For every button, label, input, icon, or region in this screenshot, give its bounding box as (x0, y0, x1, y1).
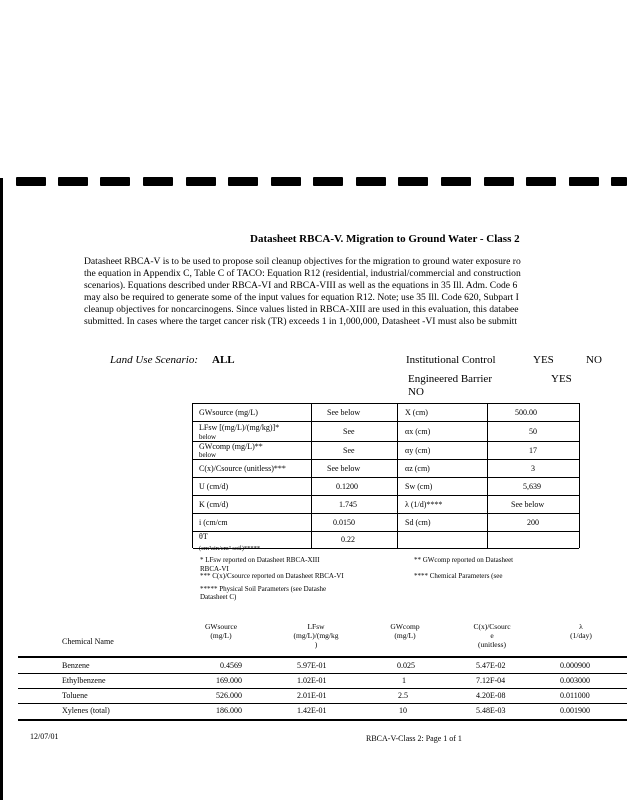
row-rule (18, 703, 627, 704)
param-label: K (cm/d) (199, 499, 229, 509)
engineered-barrier-label: Engineered Barrier (408, 373, 492, 385)
institutional-control-label: Institutional Control (406, 354, 496, 366)
parameter-table (192, 403, 580, 552)
perforation-dash (526, 177, 556, 186)
header-line: (mg/L)/(mg/kg (293, 631, 339, 640)
intro-line: cleanup objectives for noncarcinogens. Since values listed in RBCA-XIII are used in this evaluation, this databee (84, 304, 519, 316)
gw-source-value: 526.000 (216, 691, 242, 700)
param-overflow: (cm³ain/cm³ soil)***** (199, 545, 261, 552)
param-row (193, 477, 579, 496)
param-label: θT (199, 532, 208, 541)
perforation-dash (441, 177, 471, 186)
param-value-2: 500.00 (515, 408, 537, 417)
perforation-dash (58, 177, 88, 186)
perforation-dash (313, 177, 343, 186)
chemical-name: Toluene (62, 691, 88, 700)
param-row (193, 421, 579, 442)
footnote: RBCA-VI (200, 565, 229, 573)
param-value-2: 200 (527, 517, 539, 527)
gw-comp-value: 10 (399, 706, 407, 715)
param-label-2: Sd (cm) (405, 517, 431, 527)
footnote: ***** Physical Soil Parameters (see Datashe (200, 585, 327, 593)
param-value: 1.745 (339, 499, 357, 509)
param-value-2: 3 (531, 463, 535, 473)
param-label-2: λ (1/d)**** (405, 499, 443, 509)
param-value: 0.1200 (336, 481, 358, 491)
perforation-dash (356, 177, 386, 186)
header-line: GWcomp (390, 622, 420, 631)
footnote: * LFsw reported on Datasheet RBCA-XIII (200, 556, 320, 564)
header-lambda (556, 622, 606, 640)
footer-page: RBCA-V-Class 2: Page 1 of 1 (366, 734, 462, 743)
footnote: Datasheet C) (200, 593, 237, 601)
cx-value: 5.48E-03 (476, 706, 506, 715)
param-row (193, 441, 579, 460)
header-lf-sw (280, 622, 352, 649)
header-gw-source (196, 622, 246, 640)
header-line: e (490, 631, 494, 640)
row-rule (18, 673, 627, 674)
param-value-2: 17 (529, 445, 537, 455)
header-line: LFsw (307, 622, 325, 631)
cx-value: 5.47E-02 (476, 661, 506, 670)
lambda-value: 0.000900 (560, 661, 590, 670)
intro-line: the equation in Appendix C, Table C of TACO: Equation R12 (residential, industrial/commercial and construction (84, 268, 521, 280)
table-header-rule (18, 656, 627, 658)
param-label-2: αz (cm) (405, 463, 430, 473)
perforation-dash (16, 177, 46, 186)
intro-line: Datasheet RBCA-V is to be used to propose soil cleanup objectives for the migration to ground water exposure ro (84, 256, 521, 267)
row-rule (18, 688, 627, 689)
param-value: See below (327, 408, 361, 417)
param-label-2: αy (cm) (405, 445, 431, 455)
param-value: See (343, 426, 355, 436)
header-line: λ (579, 622, 583, 631)
param-row (193, 495, 579, 514)
scan-left-edge (0, 178, 3, 800)
intro-line: submitted. In cases where the target cancer risk (TR) exceeds 1 in 1,000,000, Datasheet -VI must also be submitt (84, 316, 518, 328)
footer-date: 12/07/01 (30, 732, 59, 741)
header-chemical-name: Chemical Name (62, 637, 114, 646)
param-label: C(x)/Csource (unitless)*** (199, 463, 286, 473)
land-use-label: Land Use Scenario: (110, 354, 198, 366)
lf-sw-value: 1.02E-01 (297, 676, 327, 685)
lambda-value: 0.003000 (560, 676, 590, 685)
lambda-value: 0.001900 (560, 706, 590, 715)
param-value-2: 5,639 (523, 481, 541, 491)
param-value: See below (327, 463, 361, 473)
header-line: ) (314, 640, 318, 649)
perforation-dash (100, 177, 130, 186)
param-label-2: αx (cm) (405, 426, 431, 436)
header-line: (1/day) (570, 631, 592, 640)
param-value-2: 50 (529, 426, 537, 436)
chemical-name: Xylenes (total) (62, 706, 110, 715)
engineered-yes: YES (551, 373, 572, 385)
table-bottom-rule (18, 719, 627, 721)
param-label: U (cm/d) (199, 481, 229, 491)
perforation-dash (271, 177, 301, 186)
institutional-yes: YES (533, 354, 554, 366)
perforation-dash (186, 177, 216, 186)
gw-comp-value: 2.5 (398, 691, 408, 700)
param-value: 0.0150 (333, 517, 355, 527)
header-gw-comp (380, 622, 430, 640)
param-value: See (343, 445, 355, 455)
header-line: (mg/L) (394, 631, 416, 640)
intro-line: scenarios). Equations described under RBCA-VI and RBCA-VIII as well as the equations in 35 Ill. Adm. Code 6 (84, 280, 518, 292)
cx-value: 7.12F-04 (476, 676, 506, 685)
gw-source-value: 186.000 (216, 706, 242, 715)
param-label-2: X (cm) (405, 408, 428, 417)
land-use-value: ALL (212, 354, 235, 366)
lf-sw-value: 5.97E-01 (297, 661, 327, 670)
perforation-dash (143, 177, 173, 186)
footnote: **** Chemical Parameters (see (414, 572, 503, 580)
gw-comp-value: 1 (402, 676, 406, 685)
footnote: ** GWcomp reported on Datasheet (414, 556, 514, 564)
chemical-name: Ethylbenzene (62, 676, 106, 685)
institutional-no: NO (586, 354, 602, 366)
perforation-dash (484, 177, 514, 186)
header-line: (mg/L) (210, 631, 232, 640)
engineered-no: NO (408, 386, 424, 398)
param-row (193, 459, 579, 478)
intro-paragraph (84, 256, 627, 329)
header-cx-csource (462, 622, 522, 649)
param-label: i (cm/cm (199, 517, 228, 527)
gw-source-value: 169.000 (216, 676, 242, 685)
param-value-2: See below (511, 499, 545, 509)
param-overflow: below (199, 451, 217, 459)
param-row (193, 513, 579, 532)
header-line: GWsource (204, 622, 238, 631)
param-overflow: below (199, 433, 217, 441)
intro-line: may also be required to generate some of the input values for equation R12. Note; use 35 Ill. Code 620, Subpart I (84, 292, 519, 304)
cx-value: 4.20E-08 (476, 691, 506, 700)
perforation-dashes (0, 177, 627, 187)
page-title: Datasheet RBCA-V. Migration to Ground Water - Class 2 (250, 233, 520, 245)
perforation-dash (611, 177, 627, 186)
gw-source-value: 0.4569 (220, 661, 242, 670)
perforation-dash (398, 177, 428, 186)
lf-sw-value: 2.01E-01 (297, 691, 327, 700)
lambda-value: 0.011000 (560, 691, 590, 700)
footnote: *** C(x)/Csource reported on Datasheet RBCA-VI (200, 572, 344, 580)
param-label: GWcomp (mg/L)** (199, 442, 263, 451)
chemical-name: Benzene (62, 661, 90, 670)
header-line: C(x)/Csourc (473, 622, 511, 631)
header-line: (unitless) (478, 640, 506, 649)
param-row (193, 531, 579, 552)
param-row (193, 404, 579, 422)
lf-sw-value: 1.42E-01 (297, 706, 327, 715)
param-label: GWsource (mg/L) (199, 408, 258, 417)
perforation-dash (228, 177, 258, 186)
param-label: LFsw [(mg/L)/(mg/kg)]* (199, 423, 280, 432)
perforation-dash (569, 177, 599, 186)
param-value: 0.22 (341, 535, 355, 544)
gw-comp-value: 0.025 (397, 661, 415, 670)
param-label-2: Sw (cm) (405, 481, 433, 491)
